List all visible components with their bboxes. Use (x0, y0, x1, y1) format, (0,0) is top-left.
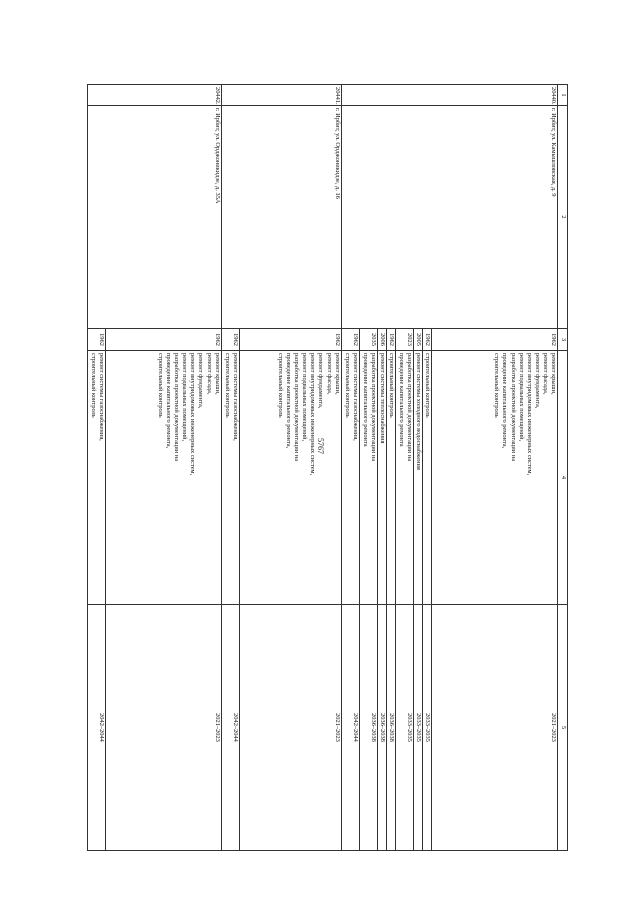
year-cell: 1962 (422, 329, 431, 351)
year-cell: 2005 (413, 329, 422, 351)
year-cell: 2035 (359, 329, 377, 351)
header-row (558, 85, 568, 851)
year-cell: 1962 (105, 329, 221, 351)
period-cell: 2033–2035 (395, 605, 413, 851)
period-cell: 2033–2035 (413, 605, 422, 851)
year-cell: 1962 (87, 329, 105, 351)
work-description: ремонт системы холодного водоснабжения (413, 351, 422, 605)
period-cell: 2042–2044 (341, 605, 359, 851)
work-description: разработка проектной документации на проведение капитального ремонта (359, 351, 377, 605)
building-address: г. Ирбит, ул. Камышловская, д. 9 (341, 106, 557, 329)
page-number: 5767 (316, 438, 325, 454)
table-row (239, 85, 341, 851)
work-description: ремонт системы газоснабжения, строительный контроль (341, 351, 359, 605)
period-cell: 2036–2038 (377, 605, 386, 851)
header-col-4: 4 (558, 351, 568, 605)
header-col-2: 2 (558, 106, 568, 329)
work-description: разработка проектной документации на проведение капитального ремонта (395, 351, 413, 605)
work-description: ремонт крыши, ремонт фасада, ремонт фундамента, ремонт внутридомовых инженерных систем, ремонт подвальных помещений, разработка проектной документации на проведение капитального ремонта, строительный контроль (239, 351, 341, 605)
period-cell: 2033–2035 (422, 605, 431, 851)
table-body (87, 85, 557, 851)
year-cell: 1962 (239, 329, 341, 351)
work-description: строительный контроль (422, 351, 431, 605)
row-number: 20440. (341, 85, 557, 106)
table-row (105, 85, 221, 851)
period-cell: 2021–2023 (105, 605, 221, 851)
work-description: ремонт системы газоснабжения, строительный контроль (221, 351, 239, 605)
period-cell: 2042–2044 (221, 605, 239, 851)
year-cell: 2006 (377, 329, 386, 351)
header-col-5: 5 (558, 605, 568, 851)
work-description: ремонт системы теплоснабжения (377, 351, 386, 605)
work-description: ремонт системы газоснабжения, строительный контроль (87, 351, 105, 605)
header-col-3: 3 (558, 329, 568, 351)
period-cell: 2021–2023 (432, 605, 558, 851)
repair-schedule-sheet (86, 84, 568, 850)
row-number: 20441. (221, 85, 341, 106)
row-number: 20442. (87, 85, 221, 106)
repair-schedule-table (87, 84, 568, 851)
period-cell: 2036–2038 (386, 605, 395, 851)
header-col-1: 1 (558, 85, 568, 106)
year-cell: 1962 (432, 329, 558, 351)
period-cell: 2021–2023 (239, 605, 341, 851)
year-cell: 1962 (221, 329, 239, 351)
building-address: г. Ирбит, ул. Орджоникидзе, д. 16 (221, 106, 341, 329)
period-cell: 2042–2044 (87, 605, 105, 851)
building-address: г. Ирбит, ул. Орджоникидзе, д. 35А (87, 106, 221, 329)
work-description: ремонт крыши, ремонт фасада, ремонт фундамента, ремонт внутридомовых инженерных систем, ремонт подвальных помещений, разработка проектной документации на проведение капитального ремонта, строительный контроль (105, 351, 221, 605)
work-description: ремонт крыши, ремонт фасада, ремонт фундамента, ремонт внутридомовых инженерных систем, ремонт подвальных помещений, разработка проектной документации на проведение капитального ремонта, строительный контроль (432, 351, 558, 605)
work-description: строительный контроль (386, 351, 395, 605)
year-cell: 1962 (341, 329, 359, 351)
table-row (432, 85, 558, 851)
period-cell: 2036–2038 (359, 605, 377, 851)
year-cell: 1962 (386, 329, 395, 351)
year-cell: 2023 (395, 329, 413, 351)
